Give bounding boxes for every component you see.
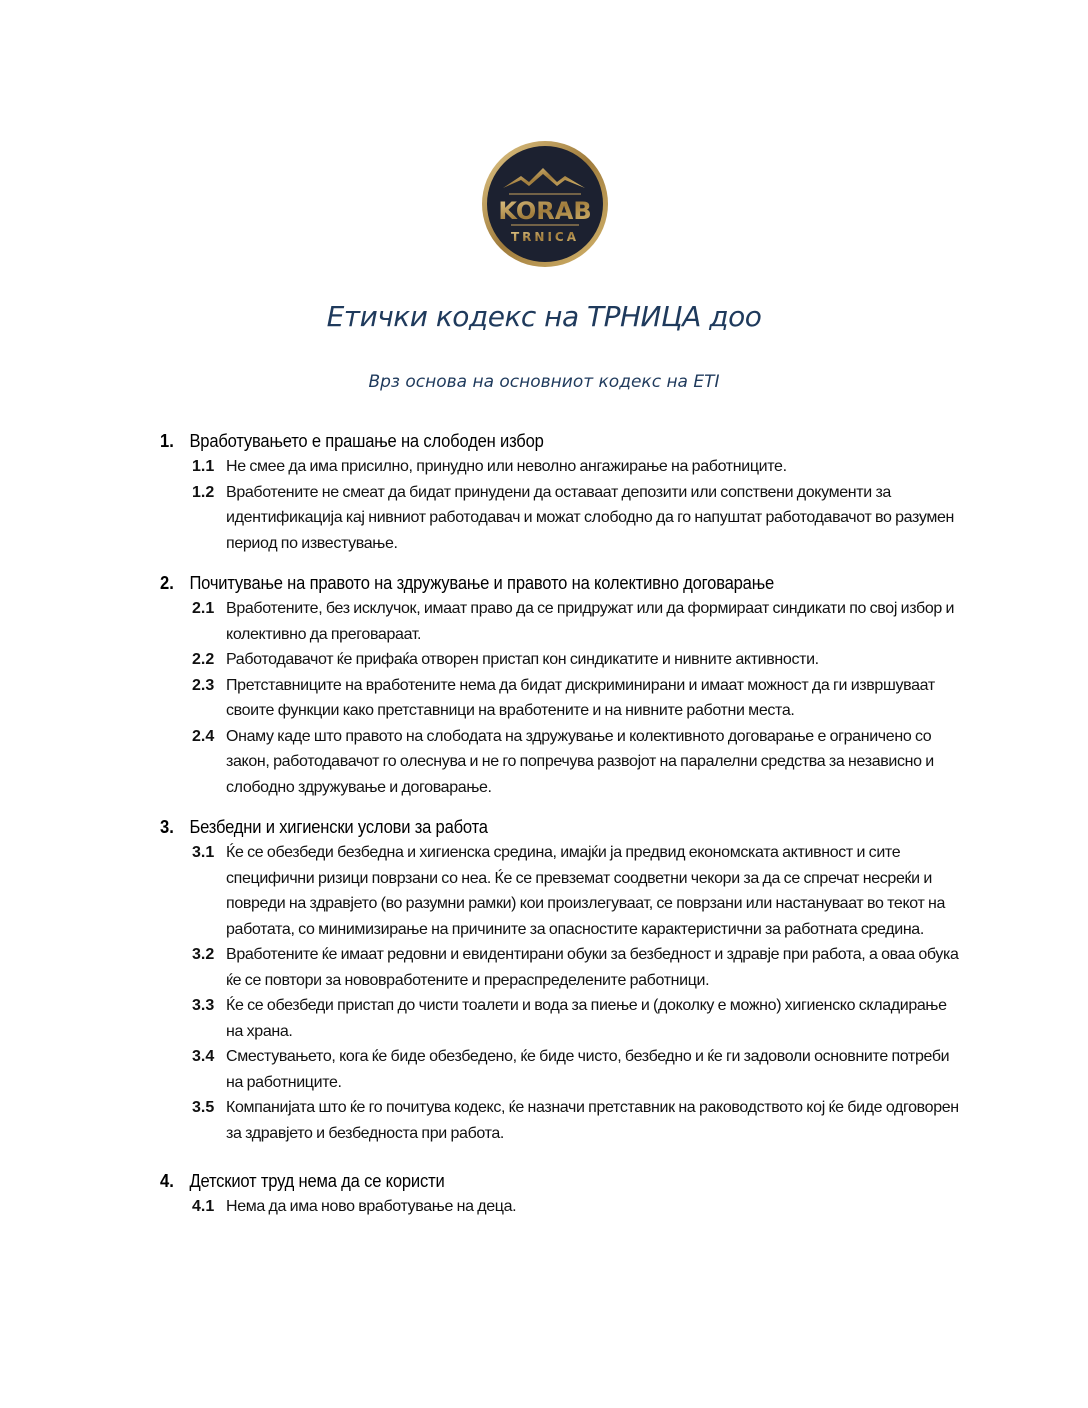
item-number: 2.3: [192, 676, 215, 694]
item-number: 1.2: [192, 483, 215, 501]
section-heading: [160, 570, 914, 596]
section-4: [160, 1168, 980, 1220]
item-text: Ќе се обезбеди пристап до чисти тоалети и вода за пиење и (доколку е можно) хигиенско складирање на храна.: [226, 997, 947, 1040]
section-number: 2.: [160, 573, 174, 593]
item-number: 3.1: [192, 844, 215, 861]
item-text: Компанијата што ќе го почитува кодекс, ќе назначи претставник на раководството кој ќе биде одговорен за здравјето и безбедноста при работа.: [226, 1099, 959, 1142]
company-logo: [481, 140, 609, 268]
list-item: [192, 724, 980, 801]
section-title: Вработувањето е прашање на слободен избор: [189, 431, 544, 451]
list-item: [192, 480, 980, 557]
document-subtitle: Врз основа на основниот кодекс на ETI: [368, 372, 720, 392]
section-number: 3.: [160, 817, 174, 837]
item-text: Сместувањето, кога ќе биде обезбедено, ќе биде чисто, безбедно и ќе ги задоволи основните потреби на работниците.: [226, 1048, 950, 1091]
item-number: 3.2: [192, 946, 215, 963]
item-text: Претставниците на вработените нема да бидат дискриминирани и имаат можност да ги извршуваат своите функции како претставници на вработените и на нивните работни места.: [226, 676, 935, 719]
item-text: Вработените, без исклучок, имаат право да се придружат или да формираат синдикати по свој избор и колективно да преговараат.: [226, 600, 955, 643]
item-text: Нема да има ново вработување на деца.: [226, 1198, 517, 1215]
item-text: Вработените не смеат да бидат принудени да оставаат депозити или сопствени документи за идентификација кај нивниот работодавач и можат слободно да го напуштат работодавачот во разумен период по известување.: [226, 483, 955, 552]
logo-subtext: TRNICA: [510, 230, 580, 244]
item-number: 2.4: [192, 727, 215, 745]
section-number: 1.: [160, 431, 174, 451]
section-number: 4.: [160, 1171, 174, 1191]
item-number: 2.1: [192, 600, 215, 617]
section-title: Безбедни и хигиенски услови за работа: [189, 817, 488, 837]
item-text: Вработените ќе имаат редовни и евидентирани обуки за безбедност и здравје при работа, а оваа обука ќе се повтори за нововработените и прераспределените работници.: [226, 946, 959, 989]
section-3: [160, 814, 980, 1146]
list-item: [192, 993, 980, 1044]
section-heading: [160, 428, 914, 454]
item-number: 3.5: [192, 1099, 215, 1116]
item-text: Не смее да има присилно, принудно или неволно ангажирање на работниците.: [226, 458, 787, 475]
item-number: 4.1: [192, 1198, 215, 1215]
item-text: Ќе се обезбеди безбедна и хигиенска средина, имајќи ја предвид економската активност и сите специфични ризици поврзани со неа. Ќе се превземат соодветни чекори за да се спречат несреќи и повреди на здравјето (во разумни рамки) кои произлегуваат, се поврзани или настануваат во текот на работата, со минимизирање на причините за опасностите карактеристични за работната средина.: [226, 844, 946, 938]
item-text: Работодавачот ќе прифаќа отворен пристап кон синдикатите и нивните активности.: [226, 651, 819, 668]
section-heading: [160, 1168, 914, 1194]
logo-wordmark: KORAB: [498, 197, 592, 225]
section-1: [160, 428, 980, 556]
list-item: [192, 840, 980, 942]
list-item: [192, 1095, 980, 1146]
section-title: Почитување на правото на здружување и правото на колективно договарање: [189, 573, 774, 593]
list-item: [192, 942, 980, 993]
item-number: 1.1: [192, 458, 215, 475]
item-number: 2.2: [192, 651, 215, 668]
section-heading: [160, 814, 914, 840]
section-title: Детскиот труд нема да се користи: [189, 1171, 445, 1191]
section-2: [160, 570, 980, 800]
code-sections: [160, 428, 980, 1234]
list-item: [192, 1044, 980, 1095]
item-number: 3.3: [192, 997, 215, 1014]
list-item: [192, 1194, 980, 1220]
list-item: [192, 596, 980, 647]
item-text: Онаму каде што правото на слободата на здружување и колективното договарање е ограничено со закон, работодавачот го олеснува и не го попречува развојот на паралелни средства за независно и слободно здружување и договарање.: [226, 727, 934, 796]
item-number: 3.4: [192, 1048, 215, 1065]
document-title: Етички кодекс на ТРНИЦА доо: [326, 300, 762, 333]
list-item: [192, 673, 980, 724]
list-item: [192, 454, 980, 480]
list-item: [192, 647, 980, 673]
korab-logo-emblem: [481, 140, 609, 268]
